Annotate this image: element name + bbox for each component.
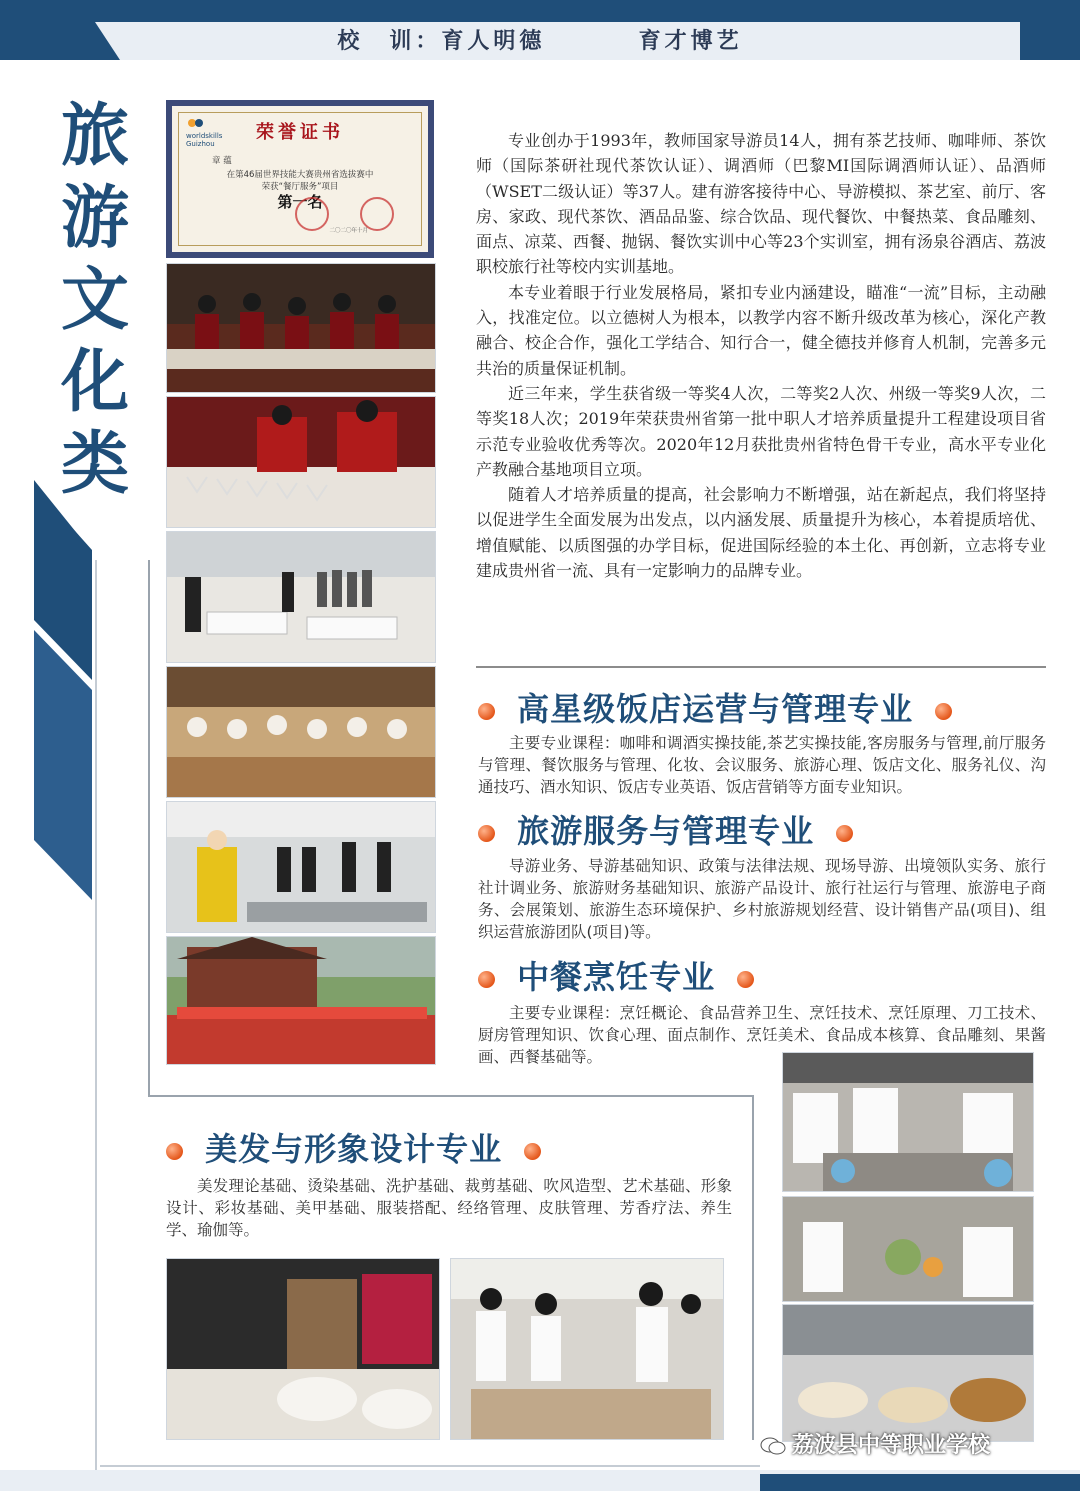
worldskills-logo: worldskills Guizhou <box>186 116 222 148</box>
official-seal <box>357 194 397 234</box>
major-heading-hairdressing: 美发与形象设计专业 <box>166 1124 541 1170</box>
photo-housekeeping-training <box>166 531 436 663</box>
intro-paragraph: 近三年来，学生获省级一等奖4人次，二等奖2人次、州级一等奖9人次，二等奖18人次；2019年荣获贵州省第一批中职人才培养质量提升工程建设项目省示范专业验收优秀等次。2020年12月获批贵州省特色骨干专业，高水平专业化产教融合基地项目立项。 <box>476 383 1046 479</box>
intro-paragraph: 随着人才培养质量的提高，社会影响力不断增强，站在新起点，我们将坚持以促进学生全面发展为出发点，以内涵发展、质量提升为核心，本着提质培优、增值赋能、以质图强的办学目标，促进国际经验的本土化、再创新，立志将专业建成贵州省一流、具有一定影响力的品牌专业。 <box>476 485 1046 581</box>
photo-food-carving <box>782 1196 1034 1302</box>
certificate-rank: 第一名 <box>277 193 323 211</box>
frame-line <box>148 1095 753 1097</box>
title-char: 化 <box>60 342 129 422</box>
title-char: 类 <box>60 424 129 504</box>
honor-certificate <box>166 100 434 258</box>
intro-text <box>476 128 1046 583</box>
title-char: 文 <box>60 260 129 340</box>
photo-student-group <box>166 936 436 1065</box>
major-body-cooking: 主要专业课程：烹饪概论、食品营养卫生、烹饪技术、烹饪原理、刀工技术、厨房管理知识、饮食心理、面点制作、烹饪美术、食品成本核算、食品雕刻、果酱画、西餐基础等。 <box>478 1004 1046 1066</box>
bullet-dot <box>478 703 495 720</box>
bottom-band-accent <box>760 1474 1080 1491</box>
school-motto <box>0 24 1080 55</box>
photo-tea-art-class <box>166 263 436 393</box>
bullet-dot <box>524 1143 541 1160</box>
title-char: 游 <box>60 178 129 258</box>
wechat-icon <box>760 1436 786 1456</box>
motto-part1: 育人明德 <box>441 29 546 54</box>
major-heading-hotel: 高星级饭店运营与管理专业 <box>478 684 952 730</box>
left-decoration <box>0 480 110 1480</box>
photo-classroom-practice <box>166 666 436 798</box>
title-char: 旅 <box>60 96 129 176</box>
official-seal <box>292 194 332 234</box>
bullet-dot <box>935 703 952 720</box>
section-divider <box>476 666 1046 668</box>
major-body-tourism: 导游业务、导游基础知识、政策与法律法规、现场导游、出境领队实务、旅行社计调业务、旅游财务基础知识、旅游产品设计、旅行社运行与管理、旅游电子商务、会展策划、旅游生态环境保护、乡村旅游规划经营、设计销售产品(项目)、组织运营旅游团队(项目)等。 <box>478 857 1046 941</box>
motto-label: 校 训： <box>337 29 442 54</box>
photo-dim-sum-display <box>782 1304 1034 1442</box>
major-body-hairdressing: 美发理论基础、烫染基础、洗护基础、裁剪基础、吹风造型、艺术基础、形象设计、彩妆基础、美甲基础、服装搭配、经络管理、皮肤管理、芳香疗法、养生学、瑜伽等。 <box>166 1177 732 1239</box>
intro-paragraph: 本专业着眼于行业发展格局，紧扣专业内涵建设，瞄准“一流”目标，主动融入，找准定位。以立德树人为根本，以教学内容不断升级改革为核心，深化产教融合、校企合作，强化工学结合、知行合一，健全德技并修育人机制，完善多元共治的质量保证机制。 <box>476 282 1046 378</box>
certificate-title: 荣誉证书 <box>256 122 344 143</box>
photo-kitchen-demonstration <box>166 801 436 933</box>
photo-salon-interior <box>166 1258 440 1440</box>
bullet-dot <box>836 825 853 842</box>
certificate-line2: 荣获“餐厅服务”项目 <box>261 182 339 192</box>
certificate-line1: 在第46届世界技能大赛贵州省选拔赛中 <box>226 170 374 180</box>
bullet-dot <box>166 1143 183 1160</box>
photo-chef-pastry <box>782 1052 1034 1192</box>
major-heading-cooking: 中餐烹饪专业 <box>478 952 754 998</box>
bullet-dot <box>737 971 754 988</box>
bullet-dot <box>478 825 495 842</box>
certificate-name: 章 蕴 <box>212 156 232 166</box>
certificate-date: 二〇二〇年十月 <box>329 228 368 234</box>
frame-line <box>752 1095 754 1440</box>
frame-line <box>148 560 150 1097</box>
school-watermark: 荔波县中等职业学校 <box>760 1428 990 1459</box>
photo-bartending-class <box>166 396 436 528</box>
top-band <box>0 0 1080 22</box>
category-title <box>55 95 135 505</box>
intro-paragraph: 专业创办于1993年，教师国家导游员14人，拥有茶艺技师、咖啡师、茶饮师（国际茶研社现代茶饮认证）、调酒师（巴黎MI国际调酒师认证）、品酒师（WSET二级认证）等37人。建有游客接待中心、导游模拟、茶艺室、前厅、客房、家政、现代茶饮、酒品品鉴、综合饮品、现代餐饮、中餐热菜、食品雕刻、面点、凉菜、西餐、抛锅、餐饮实训中心等23个实训室，拥有汤泉谷酒店、荔波职校旅行社等校内实训基地。 <box>476 131 1046 277</box>
photo-hair-styling-class <box>450 1258 724 1440</box>
bullet-dot <box>478 971 495 988</box>
frame-line <box>100 1465 760 1467</box>
left-frame-line <box>95 560 97 1470</box>
motto-part2: 育才博艺 <box>638 29 743 54</box>
major-body-hotel: 主要专业课程：咖啡和调酒实操技能,茶艺实操技能,客房服务与管理,前厅服务与管理、餐饮服务与管理、化妆、会议服务、旅游心理、饭店文化、服务礼仪、沟通技巧、酒水知识、饭店专业英语、饭店营销等方面专业知识。 <box>478 734 1046 796</box>
major-heading-tourism: 旅游服务与管理专业 <box>478 806 853 852</box>
